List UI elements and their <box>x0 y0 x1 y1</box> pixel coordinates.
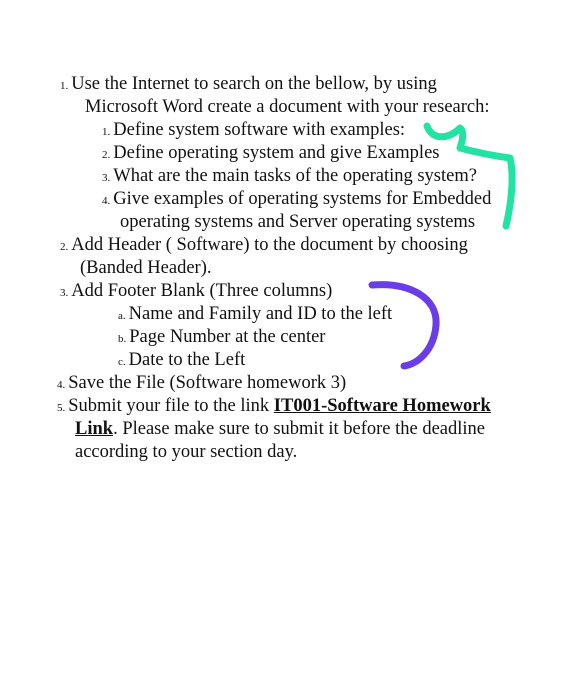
sub-item-text: Define system software with examples: <box>113 120 406 140</box>
sub-item-3-c <box>118 349 245 373</box>
item-2-text-continued: (Banded Header). <box>80 258 212 278</box>
list-item-1 <box>60 73 437 97</box>
sub-item-text: Give examples of operating systems for Embedded <box>113 189 492 209</box>
item-5-text-final: according to your section day. <box>75 442 298 462</box>
list-number: 2. <box>102 149 111 161</box>
sub-item-1-3 <box>102 165 477 189</box>
sub-item-3-a <box>118 303 392 327</box>
item-4-text: Save the File (Software homework 3) <box>68 373 347 393</box>
sub-item-1-1 <box>102 119 405 143</box>
item-3-text: Add Footer Blank (Three columns) <box>71 281 333 301</box>
sub-item-text: Date to the Left <box>128 350 246 370</box>
item-1-text-continued: Microsoft Word create a document with your research: <box>85 97 490 117</box>
sub-item-text: What are the main tasks of the operating system? <box>113 166 477 186</box>
sub-item-text: Page Number at the center <box>129 327 326 347</box>
sub-item-1-2 <box>102 142 439 166</box>
list-item-2 <box>60 234 468 258</box>
list-number: 3. <box>102 172 111 184</box>
item-5-text-tail: . Please make sure to submit it before the deadline <box>113 419 486 439</box>
list-letter: a. <box>118 310 126 322</box>
homework-link-continued[interactable]: Link <box>75 419 114 439</box>
homework-link[interactable]: IT001-Software Homework <box>273 396 491 416</box>
sub-item-1-4 <box>102 188 491 212</box>
item-5-text: Submit your file to the link <box>68 396 274 416</box>
list-number: 1. <box>102 126 111 138</box>
list-number: 4. <box>57 379 66 391</box>
sub-item-text: Name and Family and ID to the left <box>128 304 393 324</box>
item-5-text-continued <box>75 418 485 440</box>
list-number: 3. <box>60 287 69 299</box>
item-2-text: Add Header ( Software) to the document by choosing <box>71 235 468 255</box>
list-letter: c. <box>118 356 126 368</box>
sub-item-3-b <box>118 326 325 350</box>
list-letter: b. <box>118 333 127 345</box>
sub-item-1-4-continued: operating systems and Server operating systems <box>120 212 476 232</box>
list-number: 5. <box>57 402 66 414</box>
list-number: 4. <box>102 195 111 207</box>
sub-item-text: Define operating system and give Examples <box>113 143 440 163</box>
list-number: 1. <box>60 80 69 92</box>
item-1-text: Use the Internet to search on the bellow, by using <box>71 74 437 94</box>
list-item-3 <box>60 280 332 304</box>
list-number: 2. <box>60 241 69 253</box>
list-item-4 <box>57 372 346 396</box>
list-item-5 <box>57 395 491 419</box>
